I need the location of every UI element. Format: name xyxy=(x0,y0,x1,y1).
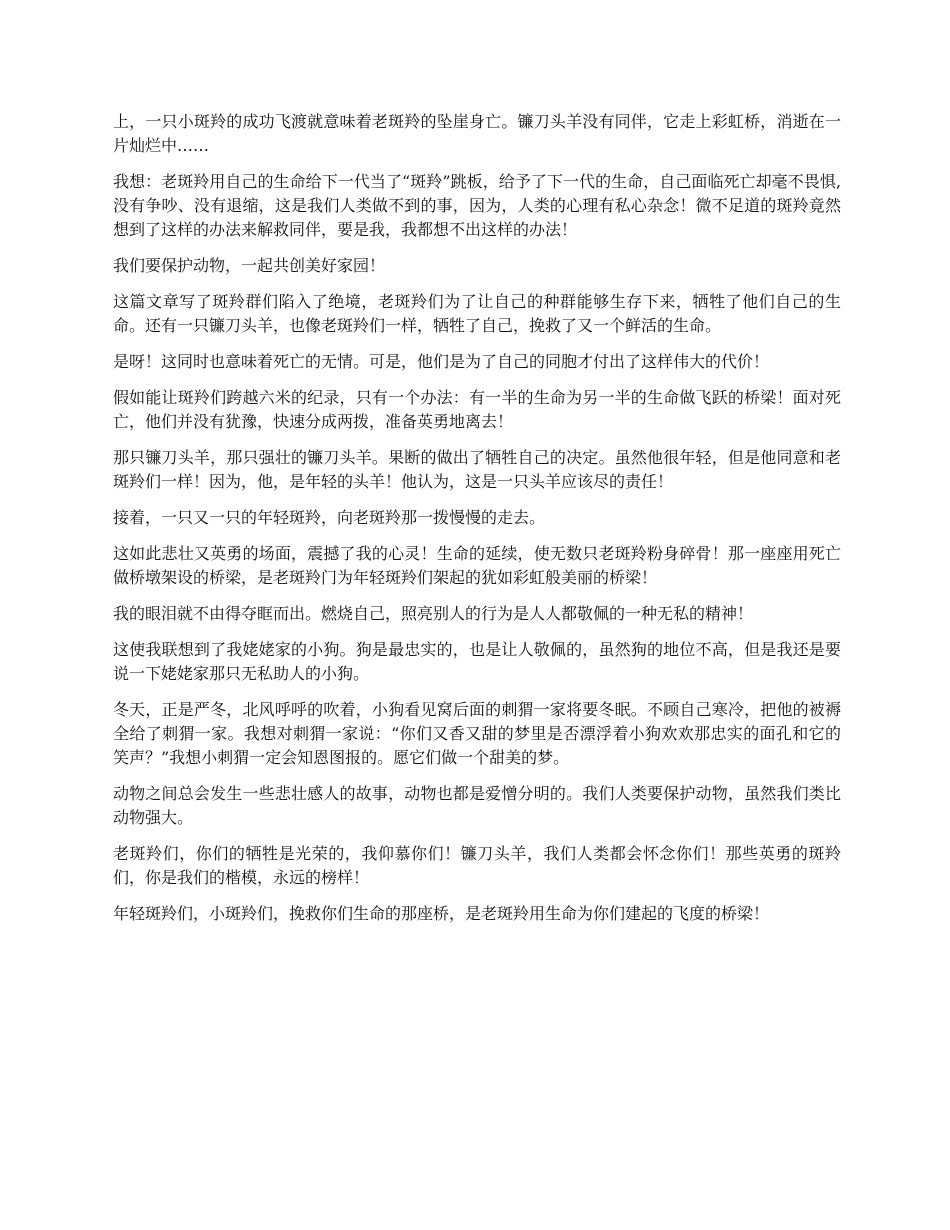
paragraph: 那只镰刀头羊，那只强壮的镰刀头羊。果断的做出了牺牲自己的决定。虽然他很年轻，但是他同意和老斑羚们一样！因为，他，是年轻的头羊！他认为，这是一只头羊应该尽的责任！ xyxy=(113,448,841,491)
document-body xyxy=(113,110,841,938)
paragraph: 动物之间总会发生一些悲壮感人的故事，动物也都是爱憎分明的。我们人类要保护动物，虽然我们类比动物强大。 xyxy=(113,784,841,827)
paragraph: 年轻斑羚们，小斑羚们，挽救你们生命的那座桥，是老斑羚用生命为你们建起的飞度的桥梁！ xyxy=(113,904,770,923)
paragraph: 这使我联想到了我姥姥家的小狗。狗是最忠实的，也是让人敬佩的，虽然狗的地位不高，但是我还是要说一下姥姥家那只无私助人的小狗。 xyxy=(113,640,841,683)
paragraph: 是呀！这同时也意味着死亡的无情。可是，他们是为了自己的同胞才付出了这样伟大的代价！ xyxy=(113,352,770,371)
paragraph: 我的眼泪就不由得夺眶而出。燃烧自己，照亮别人的行为是人人都敬佩的一种无私的精神！ xyxy=(113,604,754,623)
paragraph: 假如能让斑羚们跨越六米的纪录，只有一个办法：有一半的生命为另一半的生命做飞跃的桥梁！面对死亡，他们并没有犹豫，快速分成两拨，准备英勇地离去！ xyxy=(113,388,841,431)
paragraph: 我想：老斑羚用自己的生命给下一代当了“斑羚”跳板，给予了下一代的生命，自己面临死亡却毫不畏惧,没有争吵、没有退缩，这是我们人类做不到的事，因为，人类的心理有私心杂念！微不足道的斑羚竟然想到了这样的办法来解救同伴，要是我，我都想不出这样的办法！ xyxy=(113,172,841,239)
paragraph: 接着，一只又一只的年轻斑羚，向老斑羚那一拨慢慢的走去。 xyxy=(113,508,546,527)
paragraph: 我们要保护动物，一起共创美好家园！ xyxy=(113,256,386,275)
paragraph: 冬天，正是严冬，北风呼呼的吹着，小狗看见窝后面的刺猬一家将要冬眠。不顾自己寒冷，把他的被褥全给了刺猬一家。我想对刺猬一家说：“你们又香又甜的梦里是否漂浮着小狗欢欢那忠实的面孔和它的笑声？”我想小刺猬一定会知恩图报的。愿它们做一个甜美的梦。 xyxy=(113,700,841,767)
paragraph: 老斑羚们，你们的牺牲是光荣的，我仰慕你们！镰刀头羊，我们人类都会怀念你们！那些英勇的斑羚们，你是我们的楷模，永远的榜样！ xyxy=(113,844,841,887)
paragraph: 这篇文章写了斑羚群们陷入了绝境，老斑羚们为了让自己的种群能够生存下来，牺牲了他们自己的生命。还有一只镰刀头羊，也像老斑羚们一样，牺牲了自己，挽救了又一个鲜活的生命。 xyxy=(113,292,841,335)
paragraph: 上，一只小斑羚的成功飞渡就意味着老斑羚的坠崖身亡。镰刀头羊没有同伴，它走上彩虹桥，消逝在一片灿烂中…… xyxy=(113,112,841,155)
paragraph: 这如此悲壮又英勇的场面，震撼了我的心灵！生命的延续，使无数只老斑羚粉身碎骨！那一座座用死亡做桥墩架设的桥梁，是老斑羚门为年轻斑羚们架起的犹如彩虹般美丽的桥梁！ xyxy=(113,544,841,587)
